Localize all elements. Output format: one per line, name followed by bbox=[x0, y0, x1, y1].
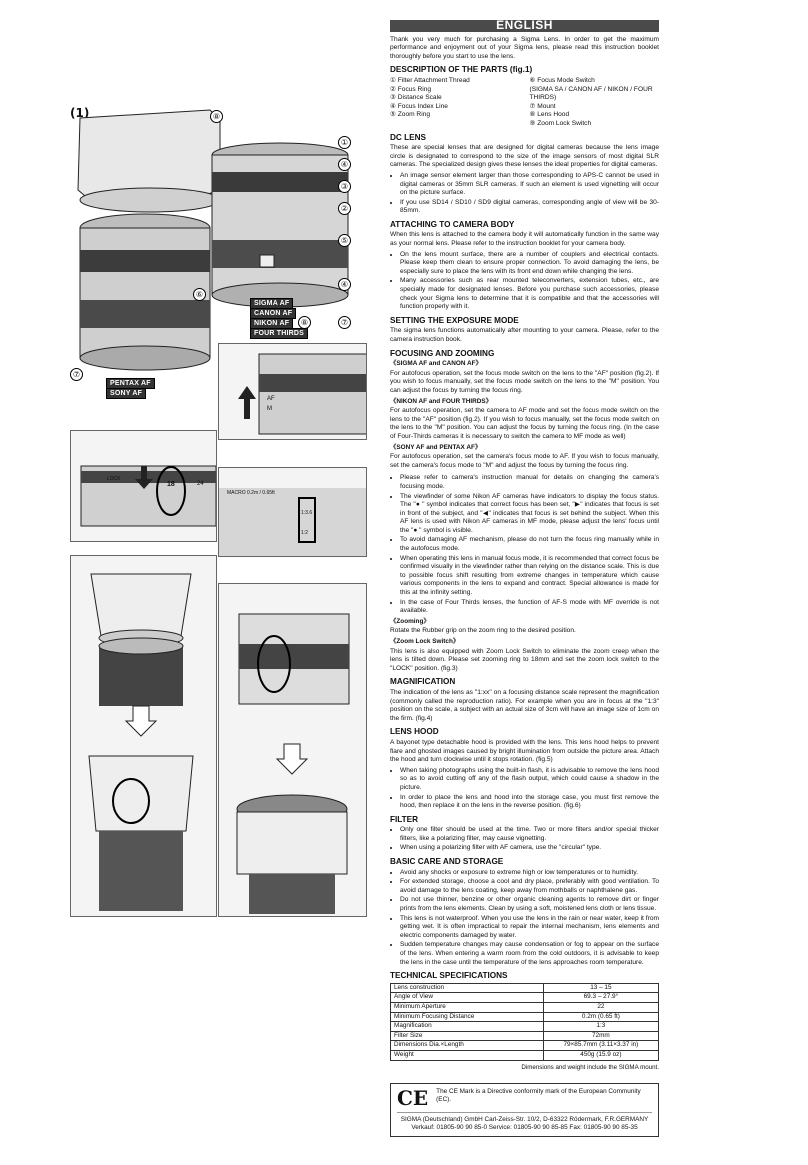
callout-distance-scale: ③ bbox=[338, 180, 351, 193]
fig2-af-label: AF bbox=[267, 396, 275, 402]
part-item: ⑥ Focus Mode Switch bbox=[529, 76, 595, 84]
fig1-label: (1) bbox=[70, 106, 90, 120]
mount-tag-nikon: NIKON AF bbox=[250, 318, 293, 329]
table-row bbox=[391, 993, 659, 1003]
callout-mount-2: ⑦ bbox=[70, 368, 83, 381]
spec-label: Lens construction bbox=[391, 983, 544, 993]
list-item: • If you use SD14 / SD10 / SD9 digital cameras, corresponding angle of view will be 30-85mm. bbox=[400, 199, 659, 216]
list-item: • To avoid damaging AF mechanism, please do not turn the focus ring manually while in the autofocus mode. bbox=[400, 536, 659, 553]
magnification-heading: MAGNIFICATION bbox=[390, 677, 456, 687]
parts-list bbox=[390, 77, 659, 129]
ce-contacts: Verkauf: 01805-90 90 85-0 Service: 01805-90 90 85-85 Fax: 01805-90 90 85-35 bbox=[411, 1124, 638, 1132]
magnification-text: The indication of the lens as "1:xx" on a focusing distance scale represent the magnification (commonly called the reproduction ratio). For example when you are in focus at the "1:3" position on the scale, a subject with an actual size of 3cm will have an image size of 1cm on the firm. (fig.4) bbox=[390, 688, 659, 722]
mount-tag-pentax: PENTAX AF bbox=[106, 378, 155, 389]
dc-bullets bbox=[390, 172, 659, 216]
intro-text: Thank you very much for purchasing a Sigma Lens. In order to get the maximum performance and enjoyment out of your Sigma lens, please read this instruction booklet thoroughly before you start to use the lens. bbox=[390, 35, 659, 60]
parts-col-1 bbox=[390, 77, 520, 129]
part-item: ② Focus Ring bbox=[390, 85, 432, 93]
table-row bbox=[391, 1022, 659, 1032]
fig4-panel bbox=[218, 467, 367, 557]
spec-label: Angle of View bbox=[391, 993, 544, 1003]
spec-value: 72mm bbox=[543, 1031, 658, 1041]
specs-note: Dimensions and weight include the SIGMA mount. bbox=[521, 1063, 659, 1071]
table-row bbox=[391, 1002, 659, 1012]
care-heading: BASIC CARE AND STORAGE bbox=[390, 857, 504, 867]
list-item: • This lens is not waterproof. When you use the lens in the rain or near water, keep it from getting wet. It is often impractical to repair the internal mechanism, lens elements and electric components damaged by water. bbox=[400, 915, 659, 941]
zooming-sub: 《Zooming》 bbox=[390, 617, 430, 625]
ce-company: SIGMA (Deutschland) GmbH Carl-Zeiss-Str. 10/2, D-63322 Rödermark, F.R.GERMANY bbox=[400, 1116, 649, 1124]
hood-text: A bayonet type detachable hood is provided with the lens. This lens hood helps to prevent flare and ghosted images caused by bright illumination from outside the picture area. Attach the hood and turn clockwise until it stops rotation. (fig.5) bbox=[390, 738, 659, 764]
part-item: ④ Focus Index Line bbox=[390, 102, 448, 110]
part-item: (SIGMA SA / CANON AF / NIKON / FOUR THIRDS) bbox=[529, 85, 653, 102]
ce-mark-icon: CE bbox=[397, 1086, 429, 1111]
fig4-macro-label: MACRO 0.2m / 0.65ft bbox=[227, 490, 275, 496]
list-item: • When operating this lens in manual focus mode, it is recommended that correct focus be confirmed visually in the viewfinder rather than relying on the distance scale. This is due to possible focus shift resulting from extreme changes in temperature which cause various components in the lens to expand and contract. Special allowance is made for this at the infinity setting. bbox=[400, 555, 659, 598]
specs-heading: TECHNICAL SPECIFICATIONS bbox=[390, 971, 508, 981]
zooming-text: Rotate the Rubber grip on the zoom ring to the desired position. bbox=[390, 627, 576, 635]
spec-value: 13 – 15 bbox=[543, 983, 658, 993]
spec-label: Filter Size bbox=[391, 1031, 544, 1041]
exposure-text: The sigma lens functions automatically after mounting to your camera. Please, refer to the camera instruction book. bbox=[390, 327, 659, 343]
list-item: • In the case of Four Thirds lenses, the function of AF-S mode with MF override is not available. bbox=[400, 599, 659, 616]
fig6-panel bbox=[218, 583, 367, 917]
mount-tag-four-thirds: FOUR THIRDS bbox=[250, 328, 308, 339]
ce-box bbox=[390, 1083, 659, 1137]
callout-hood: ⑧ bbox=[210, 110, 223, 123]
spec-label: Minimum Focusing Distance bbox=[391, 1012, 544, 1022]
callout-focus-index-2: ④ bbox=[338, 278, 351, 291]
fig3-24-label: 24 bbox=[197, 481, 204, 487]
focus-heading: FOCUSING AND ZOOMING bbox=[390, 348, 495, 358]
parts-col-2 bbox=[530, 77, 660, 129]
spec-label: Magnification bbox=[391, 1022, 544, 1032]
list-item: • Please refer to camera's instruction manual for details on changing the camera's focusing mode. bbox=[400, 474, 659, 491]
spec-value: 79×85.7mm (3.11×3.37 in) bbox=[543, 1041, 658, 1051]
filter-heading: FILTER bbox=[390, 814, 419, 824]
part-item: ⑧ Lens Hood bbox=[529, 111, 570, 119]
focus-sub-sigma-canon: 《SIGMA AF and CANON AF》 bbox=[390, 360, 482, 368]
mount-tag-sony: SONY AF bbox=[106, 388, 146, 399]
list-item: • On the lens mount surface, there are a number of couplers and electrical contacts. Please keep them clean to ensure proper connection. To avoid damaging the lens, be especially sure to place the lens with its front end down while changing the lens. bbox=[400, 251, 659, 277]
fig3-18-label: 18 bbox=[167, 481, 175, 488]
callout-zoom-lock: ⑧ bbox=[298, 316, 311, 329]
specs-table bbox=[390, 983, 659, 1061]
table-row bbox=[391, 1012, 659, 1022]
table-row bbox=[391, 983, 659, 993]
spec-label: Weight bbox=[391, 1050, 544, 1060]
focus-sub-sony-pentax: 《SONY AF and PENTAX AF》 bbox=[390, 443, 482, 451]
parts-heading: DESCRIPTION OF THE PARTS (fig.1) bbox=[390, 65, 533, 75]
callout-focus-ring: ② bbox=[338, 202, 351, 215]
fig4-ratio1: 1:3.6 bbox=[301, 510, 313, 516]
table-row bbox=[391, 1050, 659, 1060]
part-item: ⑦ Mount bbox=[529, 102, 556, 110]
hood-heading: LENS HOOD bbox=[390, 727, 439, 737]
list-item: • In order to place the lens and hood into the storage case, you must first remove the hood, then replace it on the lens in the reverse position. (fig.6) bbox=[400, 794, 659, 811]
attach-text: When this lens is attached to the camera body it will automatically function in the same way as your normal lens. Please refer to the instruction booklet for your camera body. bbox=[390, 231, 659, 248]
spec-value: 450g (15.9 oz) bbox=[543, 1050, 658, 1060]
illustrations bbox=[70, 100, 365, 920]
callout-focus-index: ④ bbox=[338, 158, 351, 171]
table-row bbox=[391, 1041, 659, 1051]
focus-sub-nikon-4-3: 《NIKON AF and FOUR THIRDS》 bbox=[390, 397, 493, 405]
hood-bullets bbox=[390, 767, 659, 811]
fig4-ratio2: 1:2 bbox=[301, 530, 308, 536]
fig2-panel bbox=[218, 343, 367, 440]
callout-mount: ⑦ bbox=[338, 316, 351, 329]
list-item: • Do not use thinner, benzine or other organic cleaning agents to remove dirt or finger prints from the lens elements. Clean by using a soft, moistened lens cloth or lens tissue. bbox=[400, 896, 659, 913]
list-item: • Sudden temperature changes may cause condensation or fog to appear on the surface of the lens. When entering a warm room from the cold outdoors, it is advisable to keep the lens in the case until the temperature of the lens approaches room temperature. bbox=[400, 941, 659, 967]
filter-bullets bbox=[390, 826, 659, 853]
focus-text-2: For autofocus operation, set the camera to AF mode and set the focus mode switch on the lens to the "AF" position (fig.2). If you wish to focus manually, set the focus mode switch on the lens to the "M" position. You can adjust the focus by turning the focus ring. (In the case of Four-Thirds cameras it is necessary to switch the camera to MF mode as well) bbox=[390, 407, 659, 440]
spec-value: 0.2m (0.65 ft) bbox=[543, 1012, 658, 1022]
attach-heading: ATTACHING TO CAMERA BODY bbox=[390, 219, 515, 229]
list-item: • For extended storage, choose a cool and dry place, preferably with good ventilation. To avoid damage to the lens coating, keep away from mothballs or naphthalene gas. bbox=[400, 878, 659, 895]
language-banner: ENGLISH bbox=[390, 20, 659, 32]
dc-heading: DC LENS bbox=[390, 132, 426, 142]
text-column bbox=[390, 20, 659, 1137]
spec-value: 1:3 bbox=[543, 1022, 658, 1032]
table-row bbox=[391, 1031, 659, 1041]
fig2-m-label: M bbox=[267, 406, 272, 412]
list-item: • An image sensor element larger than those corresponding to APS-C cannot be used in digital cameras or 35mm SLR cameras. If such an element is used vignetting will occur on the picture surface. bbox=[400, 172, 659, 198]
fig3-panel bbox=[70, 430, 217, 542]
fig5-panel bbox=[70, 555, 217, 917]
mount-tag-canon: CANON AF bbox=[250, 308, 296, 319]
focus-bullets bbox=[390, 474, 659, 616]
part-item: ① Filter Attachment Thread bbox=[390, 76, 470, 84]
part-item: ⑨ Zoom Lock Switch bbox=[529, 119, 592, 127]
dc-text: These are special lenses that are designed for digital cameras because the lens image circle is designated to correspond to the size of the image sensors of most digital SLR cameras. The specialized design gives these lenses the ideal properties for digital cameras. bbox=[390, 144, 659, 169]
ce-text: The CE Mark is a Directive conformity mark of the European Community (EC). bbox=[436, 1088, 641, 1104]
list-item: • Avoid any shocks or exposure to extreme high or low temperatures or to humidity. bbox=[400, 869, 659, 878]
mount-tag-sigma: SIGMA AF bbox=[250, 298, 293, 309]
zoom-lock-sub: 《Zoom Lock Switch》 bbox=[390, 638, 460, 645]
part-item: ③ Distance Scale bbox=[390, 94, 442, 102]
care-bullets bbox=[390, 869, 659, 968]
callout-zoom-ring: ⑤ bbox=[338, 234, 351, 247]
list-item: • Many accessories such as rear mounted teleconverters, extension tubes, etc., are specially made for designated lenses. Before you purchase such accessories, please check your Sigma lens to determine that it is compatible and that the accessories will function properly with it. bbox=[400, 277, 659, 311]
list-item: • When taking photographs using the built-in flash, it is advisable to remove the lens hood so as to avoid cutting off any of the flash output, which could cause a shadow in the picture. bbox=[400, 767, 659, 793]
spec-value: 69.3 – 27.9° bbox=[543, 993, 658, 1003]
callout-mode-switch: ⑥ bbox=[193, 288, 206, 301]
spec-value: 22 bbox=[543, 1002, 658, 1012]
fig3-lock-label: LOCK bbox=[107, 476, 121, 482]
zoom-lock-text: This lens is also equipped with Zoom Lock Switch to eliminate the zoom creep when the lens is tilted down. Please set zooming ring to 18mm and set the zoom lock switch to the "LOCK" position. (fig.3) bbox=[390, 647, 659, 672]
list-item: • When using a polarizing filter with AF camera, use the "circular" type. bbox=[400, 844, 659, 853]
callout-filter-thread: ① bbox=[338, 136, 351, 149]
part-item: ⑤ Zoom Ring bbox=[390, 111, 430, 119]
list-item: • Only one filter should be used at the time. Two or more filters and/or special thicker filters, like a polarizing filter, may cause vignetting. bbox=[400, 826, 659, 843]
attach-bullets bbox=[390, 251, 659, 312]
list-item: • The viewfinder of some Nikon AF cameras have indicators to display the focus status. The "● " symbol indicates that correct focus has been set, "▶" indicates that focus is set in front of the subject, and "◀" indicates that focus is set behind the subject. When this AF lens is used with Nikon AF cameras in MF mode, please adjust the lens' focus until the "● " symbol is visible. bbox=[400, 493, 659, 536]
spec-label: Minimum Aperture bbox=[391, 1002, 544, 1012]
focus-text-3: For autofocus operation, set the camera's focus mode to AF. If you wish to focus manually, set the camera's focus mode to "M" and adjust the focus by turning the focus ring. bbox=[390, 453, 659, 469]
spec-label: Dimensions Dia.×Length bbox=[391, 1041, 544, 1051]
exposure-heading: SETTING THE EXPOSURE MODE bbox=[390, 315, 519, 325]
focus-text-1: For autofocus operation, set the focus mode switch on the lens to the "AF" position (fig.2). If you wish to focus manually, set the focus mode switch on the lens to the "M" position. You can adjust the focus by turning the focus ring. bbox=[390, 369, 659, 394]
